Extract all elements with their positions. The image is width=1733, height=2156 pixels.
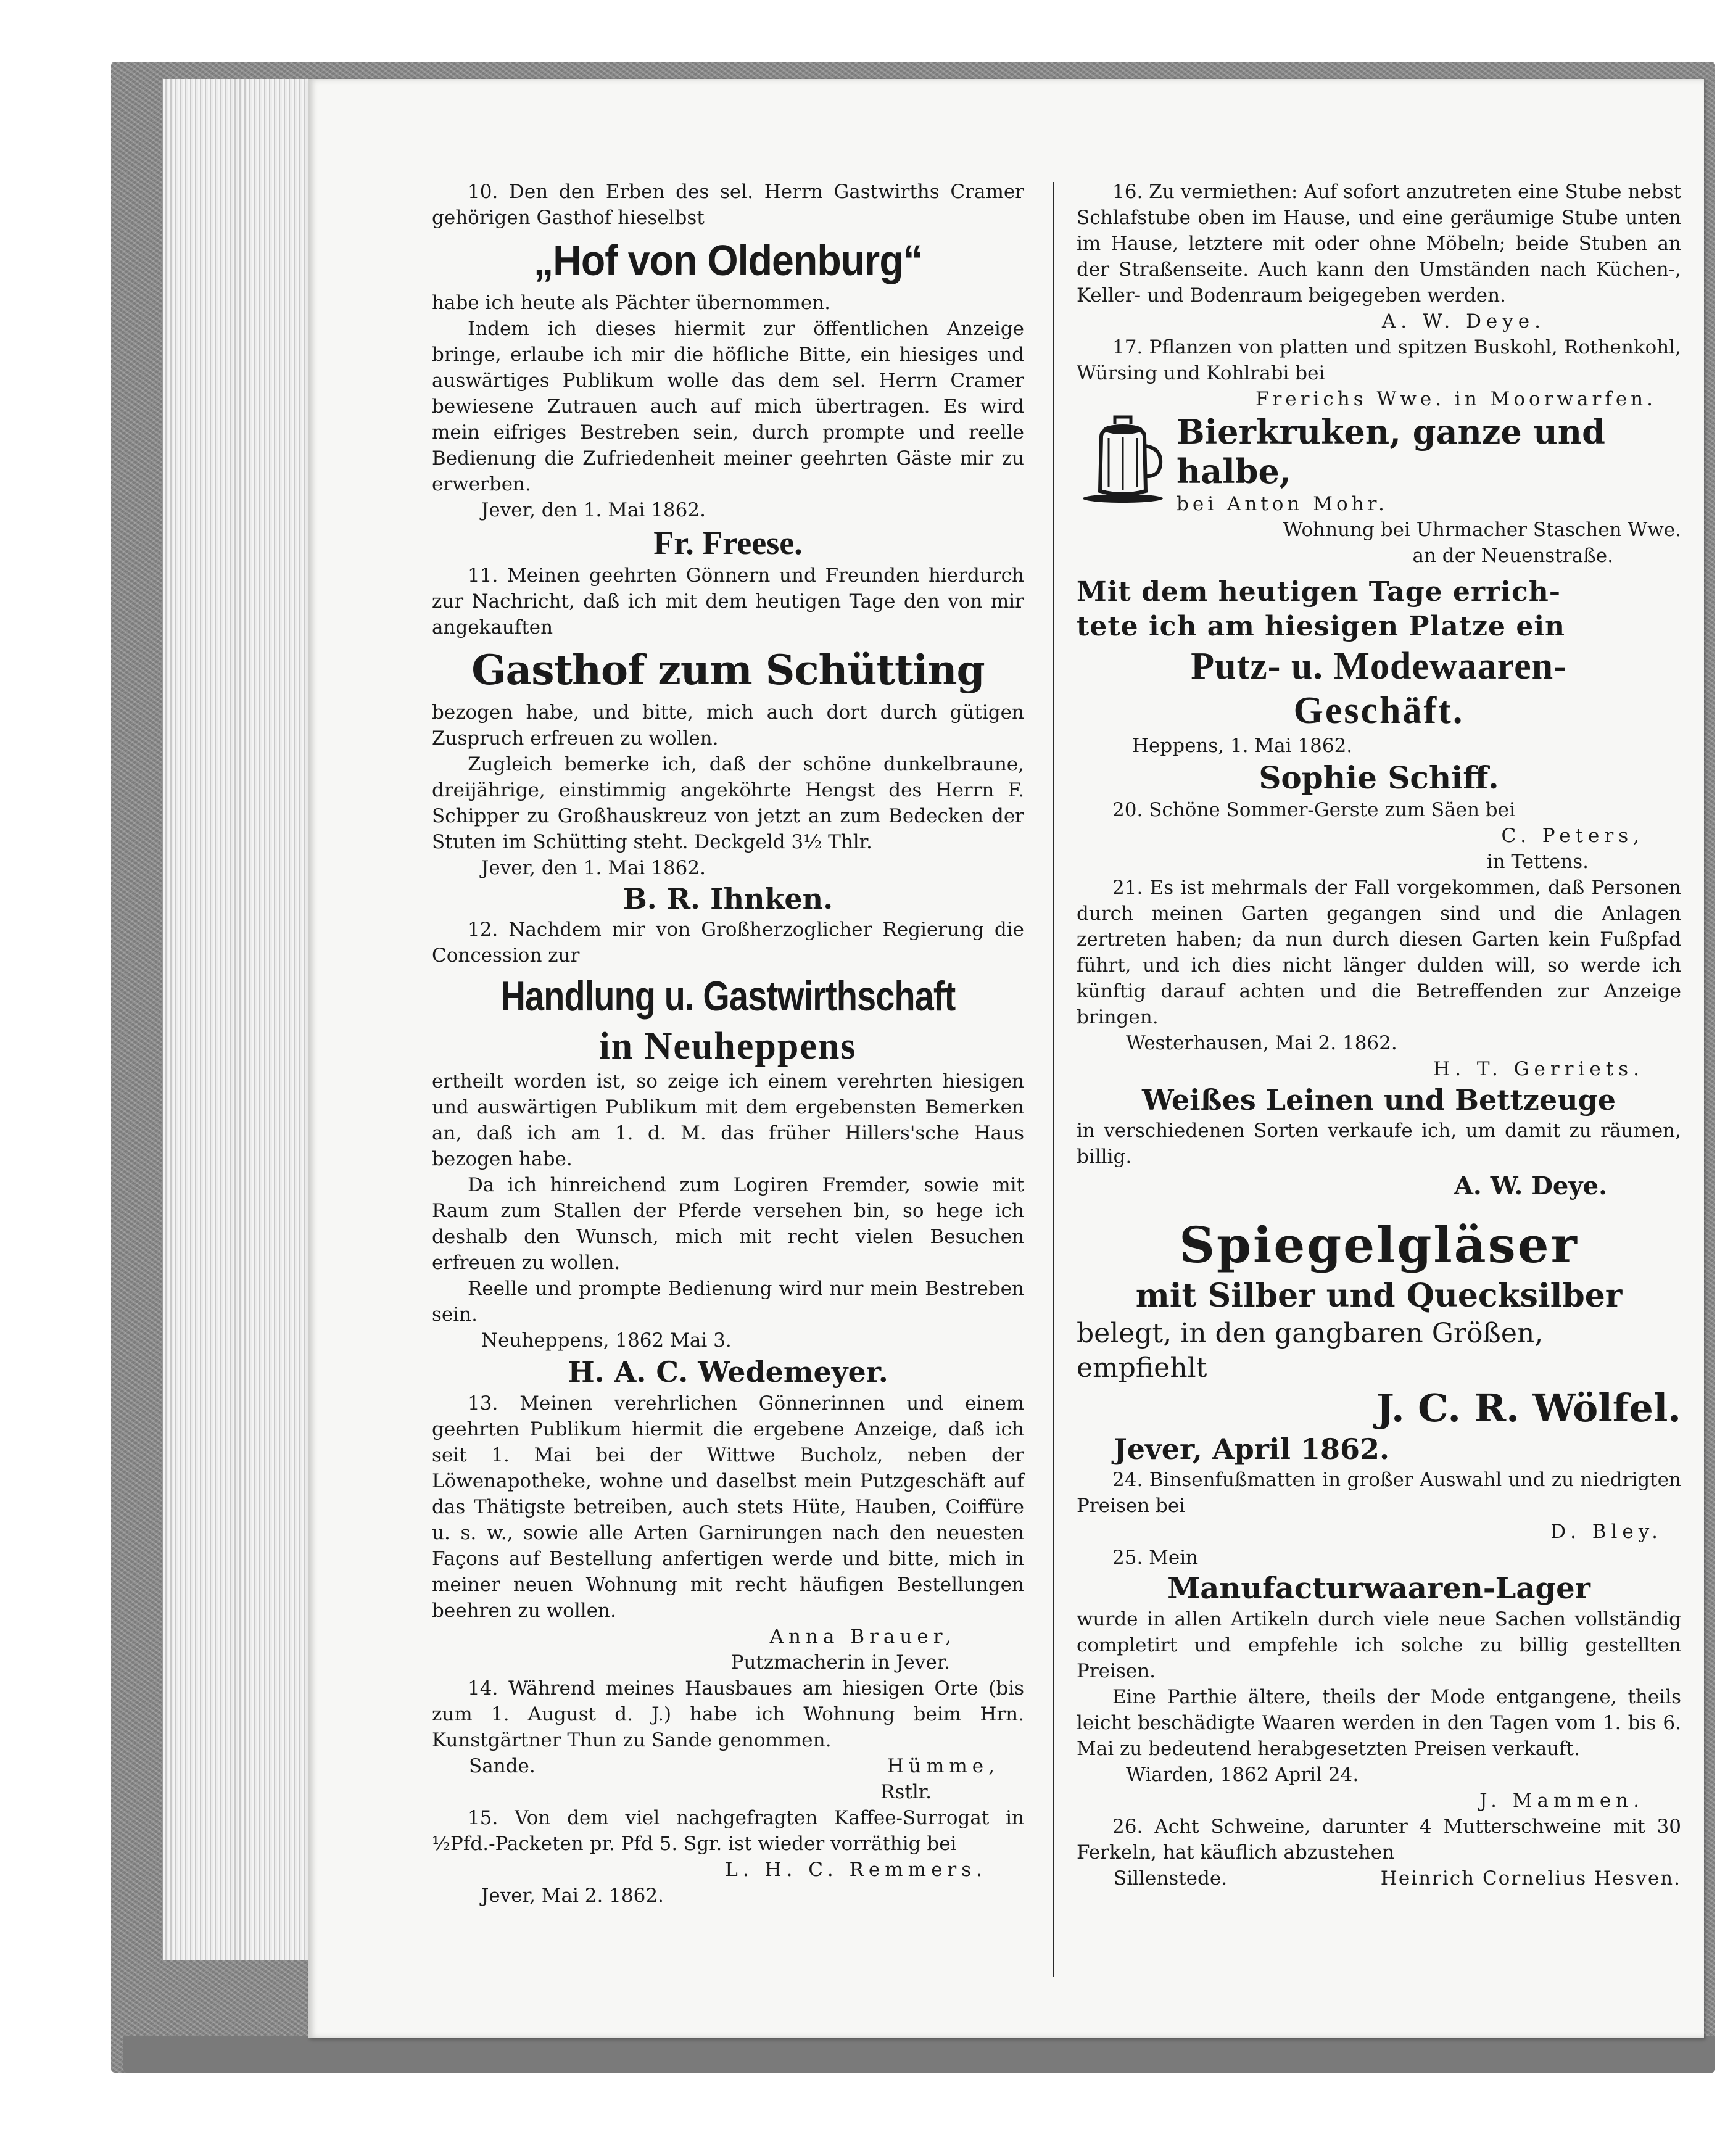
ad-11-intro: 11. Meinen geehrten Gönnern und Freunden hierdurch zur Nachricht, daß ich mit dem heutigen Tage den von mir angekauften — [432, 564, 1024, 638]
left-column — [432, 179, 1024, 1909]
ad-20 — [1077, 797, 1681, 875]
ad-10-headline: „Hof von Oldenburg“ — [533, 236, 923, 284]
ad-14-place: Sande. — [469, 1755, 536, 1777]
ad-12-body-1: ertheilt worden ist, so zeige ich einem verehrten hiesigen und auswärtigen Publikum mit dem ergebensten Bemerken an, daß ich am 1. d. M. das früher Hillers'sche Haus bezogen habe. — [432, 1070, 1024, 1170]
ad-21-body: 21. Es ist mehrmals der Fall vorgekommen, daß Personen durch meinen Garten gegangen sind und die Anlagen zertreten haben; da nun durch diesen Garten kein Fußpfad führt, und ich dies nicht länger dulden will, so werde ich künftig darauf achten und die Betreffenden zur Anzeige bringen. — [1077, 877, 1681, 1028]
book-bottom-edge — [123, 2036, 1715, 2073]
ad-15 — [432, 1805, 1024, 1909]
ad-14-body: 14. Während meines Hausbaues am hiesigen Orte (bis zum 1. August d. J.) habe ich Wohnung beim Hrn. Kunstgärtner Thun zu Sande genommen. — [432, 1677, 1024, 1751]
ad-putz-headline-1: Putz- u. Modewaaren- — [1191, 645, 1567, 687]
ad-11-body-2: Zugleich bemerke ich, daß der schöne dunkelbraune, dreijährige, einstimmig angeköhrte Hengst des Herrn F. Schipper zu Großhauskreuz von jetzt an zum Bedecken der Stuten im Schütting steht. Deckgeld 3½ Thlr. — [432, 753, 1024, 853]
ad-putz — [1077, 575, 1681, 797]
ad-10-body-2: Indem ich dieses hiermit zur öffentlichen Anzeige bringe, erlaube ich mir die höfliche Bitte, ein hiesiges und auswärtiges Publikum wolle das dem sel. Herrn Cramer bewiesene Zutrauen auch auf mich übertragen. Es wird mein eifriges Bestreben sein, durch prompte und reelle Bedienung die Zufriedenheit meiner geehrten Gäste mir zu erwerben. — [432, 318, 1024, 495]
ad-beer-mugs-line-1: bei Anton Mohr. — [1177, 493, 1388, 515]
ad-12-date: Neuheppens, 1862 Mai 3. — [481, 1329, 732, 1352]
ad-beer-mugs-line-3: an der Neuenstraße. — [1412, 545, 1613, 567]
ad-mirror-body-2: empfiehlt — [1077, 1352, 1207, 1384]
ad-12-intro: 12. Nachdem mir von Großherzoglicher Regierung die Concession zur — [432, 919, 1024, 967]
ad-mirror-date: Jever, April 1862. — [1114, 1432, 1390, 1466]
ad-12-headline-2: in Neuheppens — [599, 1025, 857, 1067]
ad-24 — [1077, 1467, 1681, 1545]
ad-mirror-body-1: belegt, in den gangbaren Größen, — [1077, 1318, 1544, 1349]
ad-11-body-1: bezogen habe, und bitte, mich auch dort durch gütigen Zuspruch erfreuen zu wollen. — [432, 701, 1024, 750]
ad-10-body-1: habe ich heute als Pächter übernommen. — [432, 292, 830, 314]
ad-15-body: 15. Von dem viel nachgefragten Kaffee-Surrogat in ½Pfd.-Packeten pr. Pfd 5. Sgr. ist wieder vorräthig bei — [432, 1807, 1024, 1855]
ad-14-signature-sub: Rstlr. — [880, 1781, 932, 1803]
ad-linen-signature: A. W. Deye. — [1454, 1171, 1607, 1200]
ad-17 — [1077, 334, 1681, 412]
ad-15-signature: L. H. C. Remmers. — [725, 1859, 987, 1881]
ad-20-body: 20. Schöne Sommer-Gerste zum Säen bei — [1112, 799, 1515, 821]
ad-12-body-3: Reelle und prompte Bedienung wird nur mein Bestreben sein. — [432, 1278, 1024, 1326]
ad-25-headline: Manufacturwaaren-Lager — [1167, 1571, 1590, 1606]
ad-16 — [1077, 179, 1681, 334]
ad-putz-line-1: Mit dem heutigen Tage errich- — [1077, 576, 1561, 608]
ad-16-body: 16. Zu vermiethen: Auf sofort anzutreten eine Stube nebst Schlafstube oben im Hause, und eine geräumige Stube unten im Hause, letztere mit oder ohne Möbeln; beide Stuben an der Straßenseite. Auch kann den Umständen nach Küchen-, Keller- und Bodenraum beigegeben werden. — [1077, 181, 1681, 307]
ad-25 — [1077, 1545, 1681, 1814]
ad-25-signature: J. Mammen. — [1479, 1790, 1644, 1812]
ad-putz-line-2: tete ich am hiesigen Platze ein — [1077, 611, 1566, 642]
ad-beer-mugs-headline: Bierkruken, ganze und halbe, — [1177, 412, 1605, 491]
ad-14-signature: Hümme, — [887, 1755, 999, 1777]
ad-13-body: 13. Meinen verehrlichen Gönnerinnen und einem geehrten Publikum hiermit die ergebene Anzeige, daß ich seit 1. Mai bei der Wittwe Bucholz, neben der Löwenapotheke, wohne und daselbst mein Putzgeschäft auf das Thätigste betreiben, auch stets Hüte, Hauben, Coiffüre u. s. w., sowie alle Arten Garnirungen nach den neuesten Façons auf Bestellung anfertigen werde und bitte, mich in meiner neuen Wohnung mit recht häufigen Bestellungen beehren zu wollen. — [432, 1392, 1024, 1622]
ad-10 — [432, 179, 1024, 563]
ad-16-signature: A. W. Deye. — [1381, 310, 1545, 332]
ad-11-signature: B. R. Ihnken. — [622, 882, 833, 915]
ad-26 — [1077, 1814, 1681, 1891]
ad-20-signature: C. Peters, — [1501, 825, 1644, 847]
ad-13-signature: Anna Brauer, — [769, 1625, 956, 1648]
ad-26-body: 26. Acht Schweine, darunter 4 Mutterschweine mit 30 Ferkeln, hat käuflich abzustehen — [1077, 1815, 1681, 1864]
ad-25-intro: 25. Mein — [1112, 1547, 1199, 1569]
ad-12 — [432, 917, 1024, 1390]
ad-21 — [1077, 875, 1681, 1082]
ad-12-body-2: Da ich hinreichend zum Logiren Fremder, sowie mit Raum zum Stallen der Pferde versehen bin, so hege ich deshalb den Wunsch, mich mit recht vielen Besuchen erfreuen zu wollen. — [432, 1174, 1024, 1274]
ad-putz-signature: Sophie Schiff. — [1259, 759, 1499, 796]
ad-15-date: Jever, Mai 2. 1862. — [481, 1885, 664, 1907]
ad-mirror-subheadline: mit Silber und Quecksilber — [1135, 1277, 1623, 1315]
ad-12-signature: H. A. C. Wedemeyer. — [568, 1355, 888, 1389]
ad-26-signature: Heinrich Cornelius Hesven. — [1380, 1867, 1681, 1890]
ad-17-signature: Frerichs Wwe. in Moorwarfen. — [1255, 388, 1656, 410]
ad-10-intro: 10. Den den Erben des sel. Herrn Gastwirths Cramer gehörigen Gasthof hieselbst — [432, 181, 1024, 229]
ad-11 — [432, 563, 1024, 917]
ad-24-body: 24. Binsenfußmatten in großer Auswahl und zu niedrigten Preisen bei — [1077, 1469, 1681, 1517]
ad-20-signature-sub: in Tettens. — [1486, 851, 1589, 873]
ad-13 — [432, 1390, 1024, 1675]
ad-putz-headline-2: Geschäft. — [1293, 690, 1465, 732]
ad-mirror-signature: J. C. R. Wölfel. — [1376, 1386, 1681, 1431]
ad-25-body-1: wurde in allen Artikeln durch viele neue Sachen vollständig completirt und empfehle ich solche zu billig gestellten Preisen. — [1077, 1608, 1681, 1682]
beer-mug-icon — [1077, 412, 1169, 505]
ad-10-date: Jever, den 1. Mai 1862. — [481, 499, 706, 521]
ad-beer-mugs-line-2: Wohnung bei Uhrmacher Staschen Wwe. — [1283, 519, 1681, 541]
ad-mirror-headline: Spiegelgläser — [1179, 1216, 1579, 1274]
ad-24-signature: D. Bley. — [1550, 1521, 1663, 1543]
ad-11-headline: Gasthof zum Schütting — [471, 646, 985, 694]
ad-linen-body: in verschiedenen Sorten verkaufe ich, um damit zu räumen, billig. — [1077, 1120, 1681, 1168]
ad-13-signature-sub: Putzmacherin in Jever. — [730, 1651, 950, 1674]
ad-21-date: Westerhausen, Mai 2. 1862. — [1126, 1032, 1397, 1054]
ad-linen-headline: Weißes Leinen und Bettzeuge — [1141, 1083, 1616, 1117]
ad-25-date: Wiarden, 1862 April 24. — [1126, 1764, 1359, 1786]
ad-25-body-2: Eine Parthie ältere, theils der Mode entgangene, theils leicht beschädigte Waaren werden in den Tagen vom 1. bis 6. Mai zu bedeutend herabgesetzten Preisen verkauft. — [1077, 1686, 1681, 1760]
ad-21-signature: H. T. Gerriets. — [1433, 1058, 1644, 1080]
ad-beer-mugs — [1077, 412, 1681, 569]
ad-12-headline-1: Handlung u. Gastwirthschaft — [500, 973, 956, 1020]
ad-26-place: Sillenstede. — [1114, 1867, 1228, 1890]
ad-mirror — [1077, 1214, 1681, 1467]
ad-14 — [432, 1675, 1024, 1805]
column-divider — [1053, 182, 1054, 1977]
ad-putz-date: Heppens, 1. Mai 1862. — [1132, 735, 1353, 757]
right-column — [1077, 179, 1681, 1891]
ad-17-body: 17. Pflanzen von platten und spitzen Buskohl, Rothenkohl, Würsing und Kohlrabi bei — [1077, 336, 1681, 384]
ad-linen — [1077, 1082, 1681, 1203]
ad-10-signature: Fr. Freese. — [653, 524, 803, 561]
ad-11-date: Jever, den 1. Mai 1862. — [481, 857, 706, 879]
